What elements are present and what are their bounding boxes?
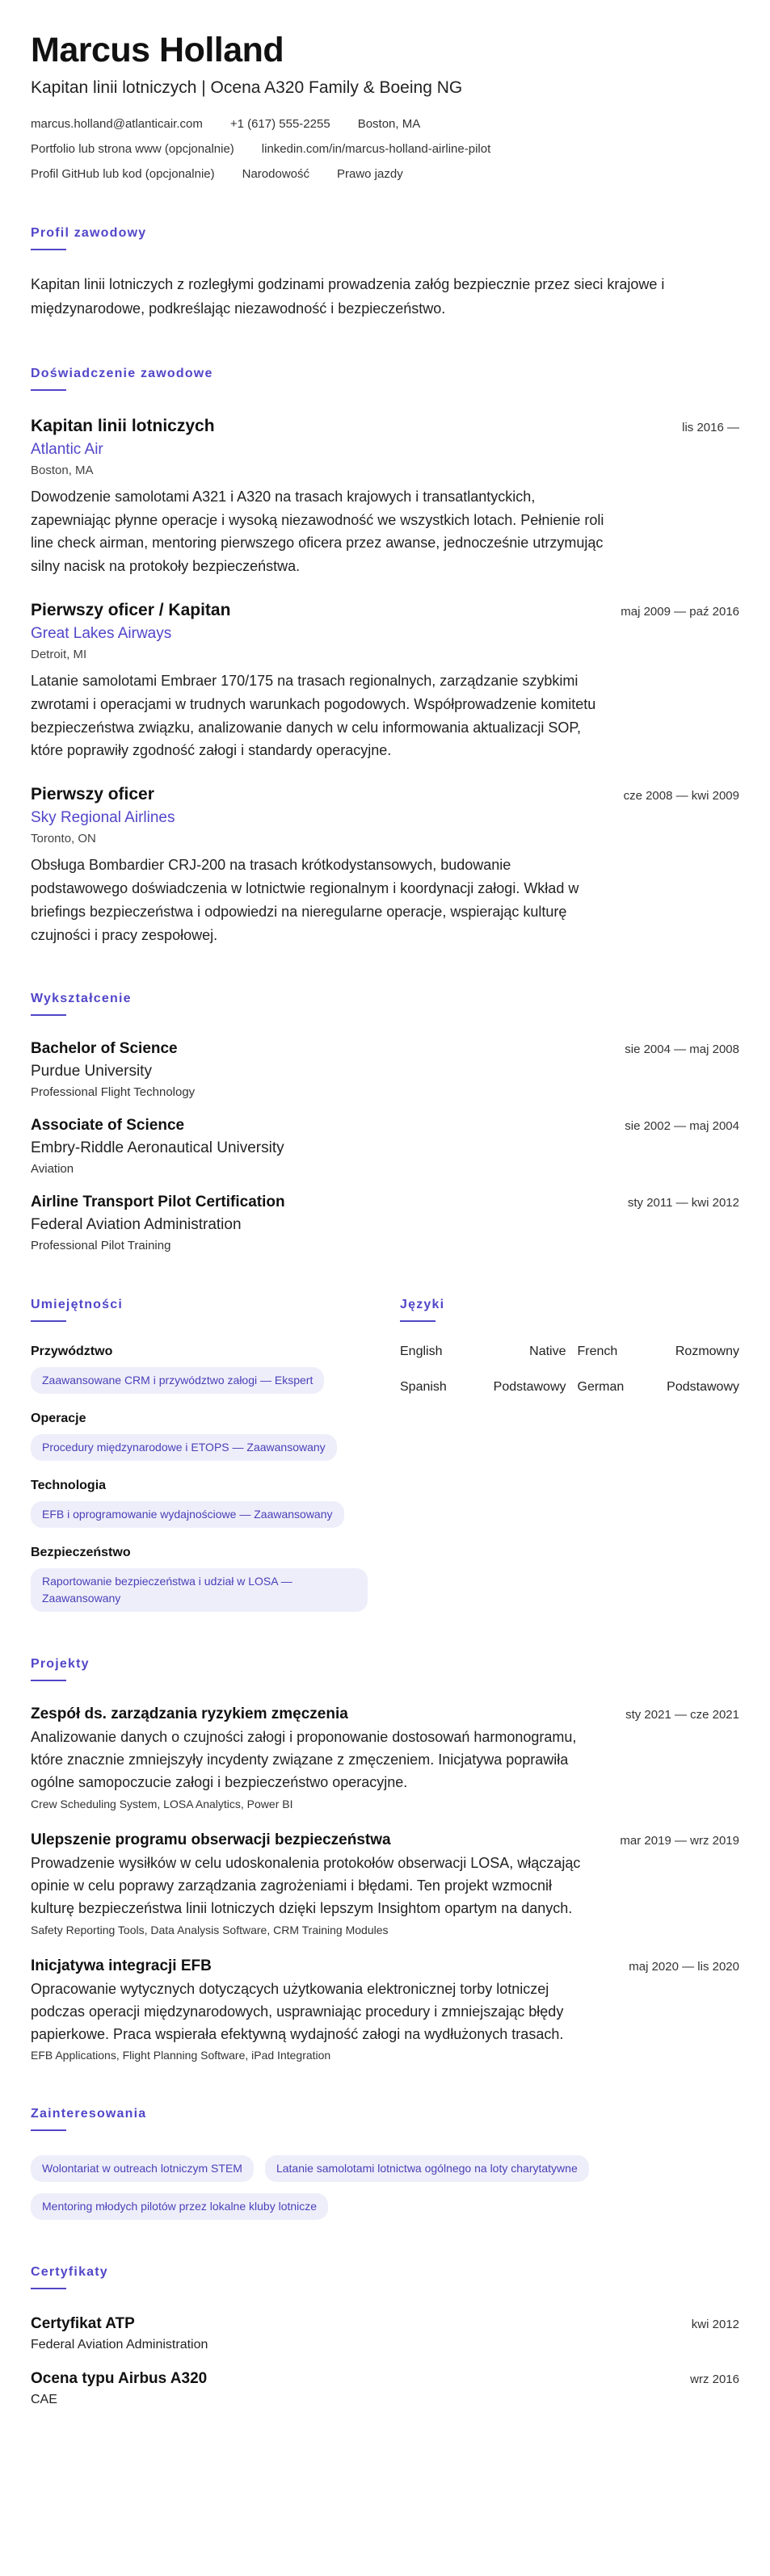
job-company: Atlantic Air (31, 440, 103, 458)
job-date: maj 2009 — paź 2016 (621, 605, 739, 619)
contact-license: Prawo jazdy (337, 167, 403, 182)
project-tech: Safety Reporting Tools, Data Analysis Software, CRM Training Modules (31, 1923, 389, 1936)
education-item (31, 1194, 739, 1252)
job-description: Dowodzenie samolotami A321 i A320 na trasach krajowych i transatlantyckich, zapewniając płynne operacje i wysoką niezawodność we wszystkich lotach. Pełnienie roli line check airman, mentoring pierwszego oficera przez awanse, jednocześnie utrzymując silny nacisk na protokoły bezpieczeństwa. (31, 488, 604, 575)
edu-date: sie 2002 — maj 2004 (625, 1119, 739, 1134)
project-item (31, 1957, 739, 2062)
job-location: Boston, MA (31, 463, 94, 477)
projects-section (31, 1657, 739, 2062)
skills-section (31, 1298, 368, 1612)
language-name: German (577, 1380, 625, 1395)
section-divider (31, 2129, 66, 2131)
job-date: lis 2016 — (682, 420, 739, 434)
contact-nationality: Narodowość (242, 167, 309, 182)
section-divider (31, 1320, 66, 1322)
contact-phone[interactable]: +1 (617) 555-2255 (229, 117, 330, 132)
edu-field: Professional Pilot Training (31, 1239, 171, 1253)
job-location: Toronto, ON (31, 832, 96, 846)
section-divider (31, 2288, 66, 2289)
job-description: Obsługa Bombardier CRJ-200 na trasach krótkodystansowych, budowanie podstawowego doświadczenia w lotnictwie regionalnym i koordynacji załogi. Wkład w briefings bezpieczeństwa i odpowiedzi na nieregularne operacje, wspierając kulturę czujności i pracy zespołowej. (31, 857, 579, 943)
job-title: Pierwszy oficer (31, 785, 154, 804)
edu-date: sty 2011 — kwi 2012 (627, 1196, 739, 1210)
experience-section (31, 367, 739, 947)
project-description: Opracowanie wytycznych dotyczących użytkowania elektronicznej torby lotniczej podczas operacji międzynarodowych, usprawniając procedury i zmniejszając błędy papierkowe. Praca wspierała efektywną wydajność załogi na wydłużonych trasach. (31, 1980, 564, 2042)
section-title-summary: Profil zawodowy (31, 226, 147, 241)
language-name: French (577, 1345, 618, 1359)
candidate-name: Marcus Holland (31, 31, 284, 69)
education-item (31, 1040, 739, 1099)
project-date: maj 2020 — lis 2020 (629, 1959, 739, 1974)
project-description: Analizowanie danych o czujności załogi i proponowanie dostosowań harmonogramu, które znacznie zmniejszyły incydenty związane z zmęczeniem. Inicjatywa poprawiła ogólne samopoczucie załogi i bezpieczeństwo operacyjne. (31, 1729, 577, 1791)
candidate-headline: Kapitan linii lotniczych | Ocena A320 Family & Boeing NG (31, 78, 463, 98)
experience-item (31, 601, 739, 762)
language-name: English (400, 1345, 443, 1359)
certificate-name: Certyfikat ATP (31, 2315, 135, 2333)
project-item (31, 1831, 739, 1936)
project-description: Prowadzenie wysiłków w celu udoskonalenia protokołów obserwacji LOSA, włączając opinie w celu poprawy zarządzania zagrożeniami i błędami. Ten projekt wzmocnił kulturę bezpieczeństwa linii lotniczych dzięki lepszym Insightom opartym na danych. (31, 1855, 581, 1916)
summary-text: Kapitan linii lotniczych z rozległymi godzinami prowadzenia załóg bezpiecznie przez sieci krajowe i międzynarodowe, podkreślając niezawodność i bezpieczeństwo. (31, 276, 665, 317)
certificate-date: kwi 2012 (691, 2318, 739, 2332)
project-tech: Crew Scheduling System, LOSA Analytics, Power BI (31, 1798, 293, 1811)
languages-section (400, 1298, 739, 1612)
job-description: Latanie samolotami Embraer 170/175 na trasach regionalnych, zarządzanie szybkimi zwrotami i operacjami w trudnych warunkach pogodowych. Współprowadzenie komitetu bezpieczeństwa związku, analizowanie danych w celu informowania aktualizacji SOP, które poprawiły zgodność załogi i standardy operacyjne. (31, 673, 596, 759)
skill-group-name: Technologia (31, 1479, 107, 1493)
interests-list (31, 2155, 661, 2220)
certificate-item (31, 2315, 739, 2352)
interest-pill: Latanie samolotami lotnictwa ogólnego na loty charytatywne (265, 2155, 589, 2182)
edu-degree: Bachelor of Science (31, 1040, 178, 1058)
languages-table (400, 1345, 739, 1416)
edu-school: Purdue University (31, 1063, 152, 1080)
skill-group-name: Przywództwo (31, 1345, 113, 1359)
edu-field: Aviation (31, 1162, 74, 1177)
experience-item (31, 417, 739, 578)
contact-linkedin[interactable]: linkedin.com/in/marcus-holland-airline-pilot (261, 142, 491, 157)
language-row (400, 1380, 739, 1416)
edu-school: Federal Aviation Administration (31, 1216, 242, 1234)
project-item (31, 1705, 739, 1810)
contact-website[interactable]: Portfolio lub strona www (opcjonalnie) (31, 142, 234, 157)
interests-section (31, 2107, 739, 2220)
certificate-item (31, 2370, 739, 2407)
job-title: Pierwszy oficer / Kapitan (31, 601, 231, 619)
job-company: Great Lakes Airways (31, 625, 172, 642)
summary-section (31, 226, 739, 321)
project-date: mar 2019 — wrz 2019 (620, 1834, 739, 1848)
education-section (31, 992, 739, 1252)
project-tech: EFB Applications, Flight Planning Software, iPad Integration (31, 2049, 331, 2062)
section-title-interests: Zainteresowania (31, 2107, 147, 2121)
certificate-issuer: Federal Aviation Administration (31, 2338, 208, 2352)
job-date: cze 2008 — kwi 2009 (623, 789, 739, 803)
language-level: Podstawowy (493, 1380, 566, 1395)
section-divider (31, 249, 66, 250)
section-divider (31, 1014, 66, 1016)
section-title-skills: Umiejętności (31, 1298, 123, 1312)
skill-group (31, 1479, 368, 1528)
section-divider (31, 389, 66, 391)
section-title-education: Wykształcenie (31, 992, 132, 1006)
skill-group (31, 1546, 368, 1612)
skill-group-name: Operacje (31, 1412, 86, 1426)
job-location: Detroit, MI (31, 648, 87, 661)
skill-pill: EFB i oprogramowanie wydajnościowe — Zaawansowany (31, 1501, 344, 1528)
contact-row-extra (31, 167, 739, 181)
edu-school: Embry-Riddle Aeronautical University (31, 1139, 284, 1157)
contact-github[interactable]: Profil GitHub lub kod (opcjonalnie) (31, 167, 215, 182)
project-name: Ulepszenie programu obserwacji bezpieczeństwa (31, 1831, 391, 1849)
edu-degree: Airline Transport Pilot Certification (31, 1194, 285, 1211)
edu-date: sie 2004 — maj 2008 (625, 1043, 739, 1057)
contact-location: Boston, MA (357, 117, 421, 132)
contact-row-primary (31, 117, 739, 131)
section-title-languages: Języki (400, 1298, 445, 1312)
language-row (400, 1345, 739, 1380)
skill-group (31, 1345, 368, 1394)
section-title-projects: Projekty (31, 1657, 90, 1672)
skill-pill: Raportowanie bezpieczeństwa i udział w LOSA — Zaawansowany (31, 1568, 368, 1612)
skill-group (31, 1412, 368, 1461)
certificate-name: Ocena typu Airbus A320 (31, 2370, 208, 2388)
resume-header (31, 31, 739, 181)
certificate-date: wrz 2016 (690, 2373, 739, 2387)
project-name: Inicjatywa integracji EFB (31, 1957, 212, 1974)
skill-pill: Procedury międzynarodowe i ETOPS — Zaawansowany (31, 1434, 337, 1461)
project-name: Zespół ds. zarządzania ryzykiem zmęczenia (31, 1705, 348, 1723)
section-title-experience: Doświadczenie zawodowe (31, 366, 213, 380)
contact-email[interactable]: marcus.holland@atlanticair.com (31, 117, 203, 132)
language-level: Rozmowny (675, 1345, 739, 1359)
language-name: Spanish (400, 1380, 447, 1395)
section-divider (400, 1320, 435, 1322)
skills-languages-row (31, 1298, 739, 1612)
project-date: sty 2021 — cze 2021 (625, 1708, 739, 1722)
experience-item (31, 785, 739, 946)
language-level: Podstawowy (667, 1380, 739, 1395)
job-company: Sky Regional Airlines (31, 809, 175, 827)
job-title: Kapitan linii lotniczych (31, 416, 215, 435)
education-item (31, 1117, 739, 1176)
interest-pill: Wolontariat w outreach lotniczym STEM (31, 2155, 254, 2182)
skill-pill: Zaawansowane CRM i przywództwo załogi — Ekspert (31, 1367, 324, 1394)
section-divider (31, 1680, 66, 1681)
edu-field: Professional Flight Technology (31, 1085, 196, 1100)
section-title-certificates: Certyfikaty (31, 2265, 108, 2280)
certificate-issuer: CAE (31, 2393, 57, 2407)
skill-group-name: Bezpieczeństwo (31, 1546, 131, 1560)
certificates-section (31, 2265, 739, 2407)
edu-degree: Associate of Science (31, 1117, 185, 1135)
language-level: Native (529, 1345, 566, 1359)
interest-pill: Mentoring młodych pilotów przez lokalne kluby lotnicze (31, 2193, 328, 2220)
contact-row-links (31, 142, 739, 156)
